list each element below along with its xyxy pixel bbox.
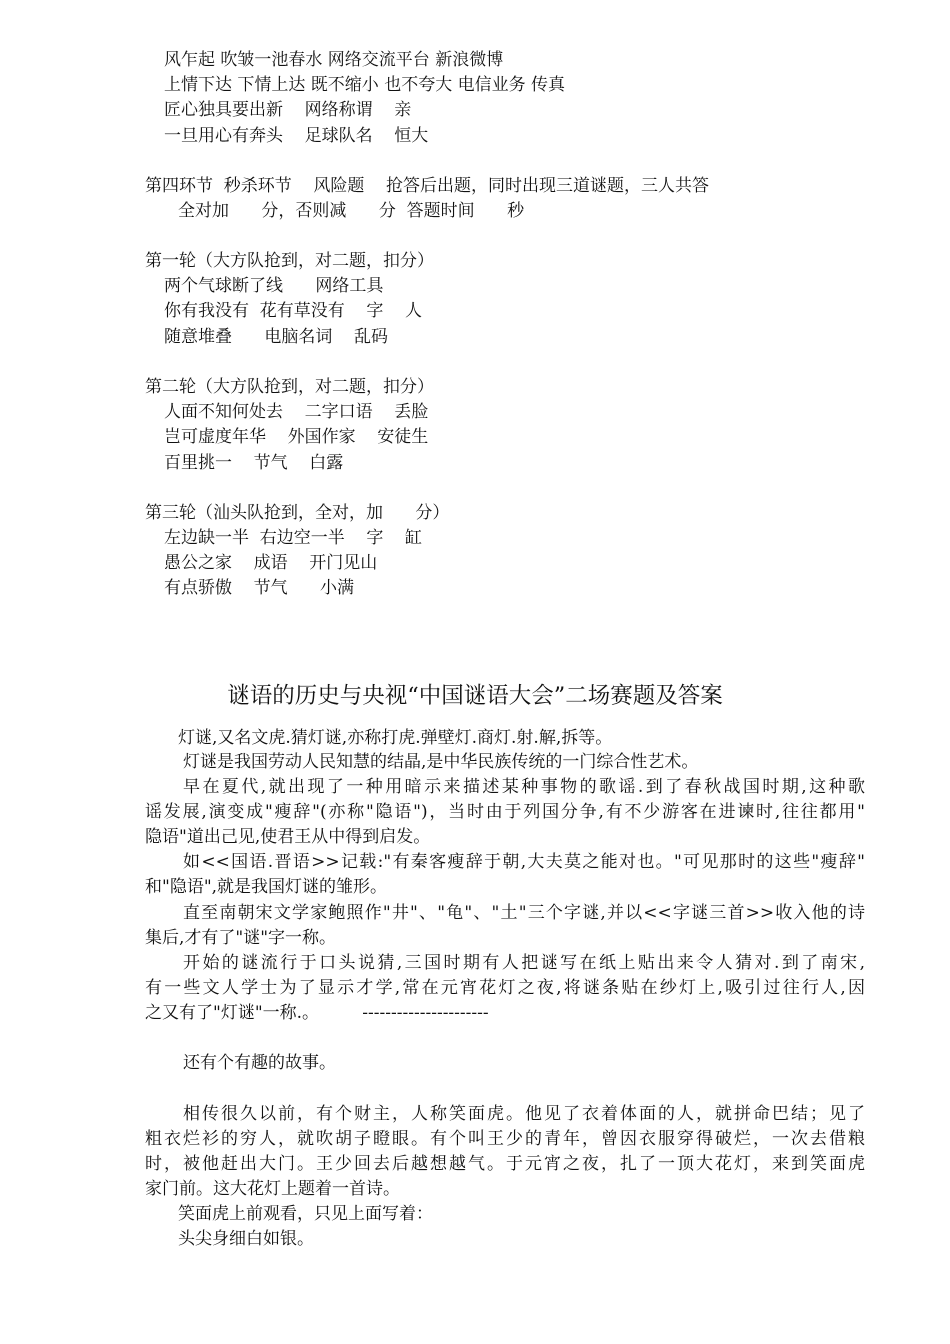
- paragraph-line: 家门前。这大花灯上题着一首诗。: [145, 1179, 400, 1199]
- paragraph-line: 如<<国语.晋语>>记载:"有秦客瘦辞于朝,大夫莫之能对也。"可见那时的这些"瘦辞": [183, 852, 865, 872]
- section-heading: 第四环节 秒杀环节 风险题 抢答后出题，同时出现三道谜题，三人共答: [145, 176, 710, 196]
- section-heading-cont: 全对加 分，否则减 分 答题时间 秒: [178, 201, 525, 221]
- round-heading: 第三轮（汕头队抢到，全对，加 分）: [145, 503, 450, 523]
- riddle-line: 上情下达 下情上达 既不缩小 也不夸大 电信业务 传真: [164, 75, 566, 95]
- paragraph-line: 直至南朝宋文学家鲍照作"井"、"龟"、"土"三个字谜,并以<<字谜三首>>收入他的诗: [183, 903, 865, 923]
- riddle-line: 你有我没有 花有草没有 字 人: [164, 301, 423, 321]
- paragraph-line: 和"隐语",就是我国灯谜的雏形。: [145, 877, 388, 897]
- round-heading: 第二轮（大方队抢到，对二题，扣分）: [145, 377, 434, 397]
- riddle-line: 风乍起 吹皱一池春水 网络交流平台 新浪微博: [164, 50, 504, 70]
- paragraph-line: 隐语"道出己见,使君王从中得到启发。: [145, 827, 431, 847]
- paragraph-line: 开始的谜流行于口头说猜,三国时期有人把谜写在纸上贴出来令人猜对.到了南宋,: [183, 953, 865, 973]
- paragraph-line: 粗衣烂衫的穷人，就吹胡子瞪眼。有个叫王少的青年，曾因衣服穿得破烂，一次去借粮: [145, 1129, 865, 1149]
- paragraph-line: 还有个有趣的故事。: [183, 1053, 336, 1073]
- paragraph-line: 灯谜是我国劳动人民知慧的结晶,是中华民族传统的一门综合性艺术。: [183, 752, 699, 772]
- paragraph-line: 集后,才有了"谜"字一称。: [145, 928, 337, 948]
- riddle-line: 人面不知何处去 二字口语 丢脸: [164, 402, 429, 422]
- round-heading: 第一轮（大方队抢到，对二题，扣分）: [145, 251, 434, 271]
- riddle-line: 岂可虚度年华 外国作家 安徒生: [164, 427, 429, 447]
- riddle-line: 左边缺一半 右边空一半 字 缸: [164, 528, 423, 548]
- paragraph-line: 头尖身细白如银。: [178, 1229, 314, 1249]
- riddle-line: 有点骄傲 节气 小满: [164, 578, 355, 598]
- riddle-line: 一旦用心有奔头 足球队名 恒大: [164, 126, 429, 146]
- riddle-line: 愚公之家 成语 开门见山: [164, 553, 378, 573]
- paragraph-line: 灯谜,又名文虎.猜灯谜,亦称打虎.弹壁灯.商灯.射.解,拆等。: [178, 728, 613, 748]
- paragraph-line: 时，被他赶出大门。王少回去后越想越气。于元宵之夜，扎了一顶大花灯，来到笑面虎: [145, 1154, 865, 1174]
- paragraph-line: 之又有了"灯谜"一称.。 ----------------------: [145, 1003, 489, 1023]
- riddle-line: 百里挑一 节气 白露: [164, 453, 344, 473]
- paragraph-line: 相传很久以前，有个财主，人称笑面虎。他见了衣着体面的人，就拼命巴结；见了: [183, 1104, 865, 1124]
- riddle-line: 匠心独具要出新 网络称谓 亲: [164, 100, 412, 120]
- riddle-line: 两个气球断了线 网络工具: [164, 276, 384, 296]
- paragraph-line: 有一些文人学士为了显示才学,常在元宵花灯之夜,将谜条贴在纱灯上,吸引过往行人,因: [145, 978, 865, 998]
- paragraph-line: 谣发展,演变成"瘦辞"(亦称"隐语")，当时由于列国分争,有不少游客在进谏时,往往都用": [145, 802, 865, 822]
- paragraph-line: 早在夏代,就出现了一种用暗示来描述某种事物的歌谣.到了春秋战国时期,这种歌: [183, 777, 865, 797]
- paragraph-line: 笑面虎上前观看，只见上面写着：: [178, 1204, 433, 1224]
- riddle-line: 随意堆叠 电脑名词 乱码: [164, 327, 389, 347]
- article-title: 谜语的历史与央视“中国谜语大会”二场赛题及答案: [227, 683, 723, 709]
